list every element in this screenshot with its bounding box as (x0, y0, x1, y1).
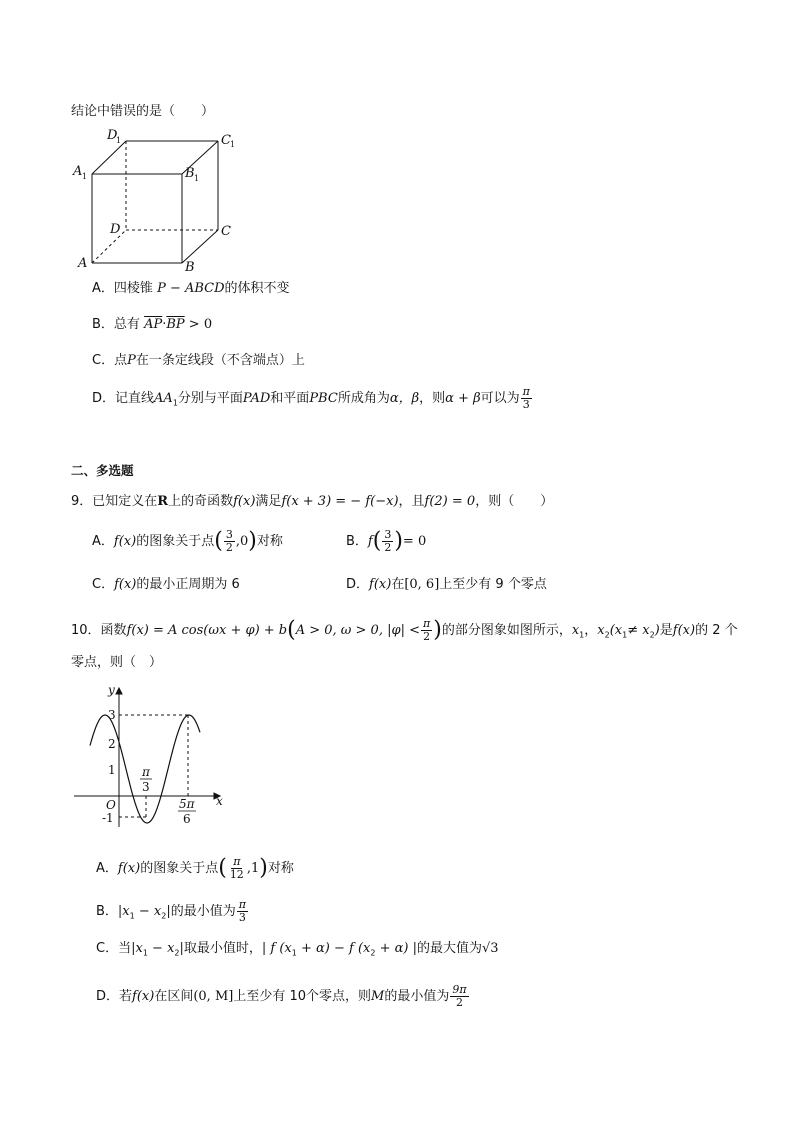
q10-option-a[interactable]: A．f(x)的图象关于点( $\frac{\pi}{12}$ ,1)对称 (96, 855, 294, 881)
cube-label-a: A (78, 256, 88, 271)
q8-option-b[interactable]: B．总有 $\overline{AP}\cdot\overline{BP} > 0$ (92, 317, 213, 332)
cube-label-b: B (185, 260, 195, 274)
fraction: $\frac{3}{2}$ (225, 528, 233, 554)
q8-option-d[interactable]: D．记直线$AA_1$分别与平面PAD和平面PBC所成角为α，β，则α + β可以为 $\frac{\pi}{3}$ (92, 385, 530, 411)
fraction: $\frac{\pi}{2}$ (422, 617, 431, 643)
fraction: $\frac{\pi}{3}$ (522, 385, 530, 411)
tick-label-5pi6-den: 6 (183, 812, 191, 826)
axis-label-x: x (216, 794, 223, 808)
cube-label-a1: A (73, 164, 83, 179)
fraction: $\frac{\pi}{3}$ (238, 898, 246, 924)
function-graph (70, 682, 230, 830)
q9-option-b[interactable]: B．f( $\frac{3}{2}$ )= 0 (346, 528, 427, 554)
tick-label-3: 3 (108, 708, 116, 722)
tick-label-1: 1 (108, 763, 116, 777)
cube-label-c1: C (221, 133, 231, 148)
q8-stem-tail: 结论中错误的是（ ） (71, 104, 215, 119)
tick-label-neg1: -1 (102, 811, 114, 825)
cube-label-b1: B (185, 166, 195, 181)
cube-sub-c1: 1 (230, 140, 236, 149)
tick-label-pi3-den: 3 (142, 780, 150, 794)
q10-option-b[interactable]: B．$|x_1 - x_2|$的最小值为 $\frac{\pi}{3}$ (96, 898, 246, 924)
cube-figure (70, 124, 250, 274)
q10-stem-line1: 10．函数f(x) = A cos(ωx + φ) + b(A > 0, ω > 0, |φ| < $\frac{\pi}{2}$ )的部分图象如图所示，$x_1$，$x_2(x_1\ne x_2)$是f(x)的 2 个 (71, 617, 738, 643)
q10-stem-line2: 零点，则（ ） (71, 655, 163, 670)
q8-option-c[interactable]: C．点P在一条定线段（不含端点）上 (92, 353, 305, 368)
fraction: $\frac{3}{2}$ (384, 528, 392, 554)
origin-label: O (106, 798, 116, 812)
q9-option-a[interactable]: A．f(x)的图象关于点( $\frac{3}{2}$ ,0)对称 (92, 528, 283, 554)
cube-label-d1: D (107, 128, 118, 143)
cube-sub-d1: 1 (116, 136, 122, 145)
tick-label-pi3-num: π (142, 765, 150, 779)
cube-sub-a1: 1 (82, 172, 88, 181)
cube-label-c: C (221, 224, 231, 239)
fraction: $\frac{9\pi}{2}$ (452, 983, 467, 1009)
cube-sub-b1: 1 (194, 174, 200, 183)
q8-option-a[interactable]: A．四棱锥 P − ABCD的体积不变 (92, 281, 290, 296)
fraction: $\frac{\pi}{12}$ (229, 855, 244, 881)
q9-stem: 9．已知定义在R上的奇函数f(x)满足f(x + 3) = − f(−x)，且f(2) = 0，则（ ） (71, 494, 554, 509)
tick-label-2: 2 (108, 737, 116, 751)
cube-label-d: D (110, 222, 121, 237)
tick-label-5pi6-num: 5π (179, 797, 195, 811)
q10-option-c[interactable]: C．当$|x_1 - x_2|$取最小值时，| f $(x_1 + \alpha) - f$ $(x_2 + \alpha)$ |的最大值为√3 (96, 941, 499, 958)
q10-option-d[interactable]: D．若f(x)在区间(0, M]上至少有 10个零点，则M的最小值为 $\frac{9\pi}{2}$ (96, 983, 467, 1009)
q9-option-d[interactable]: D．f(x)在[0, 6]上至少有 9 个零点 (346, 577, 547, 592)
axis-label-y: y (108, 683, 115, 697)
section-heading: 二、多选题 (71, 463, 134, 478)
q9-option-c[interactable]: C．f(x)的最小正周期为 6 (92, 577, 240, 592)
